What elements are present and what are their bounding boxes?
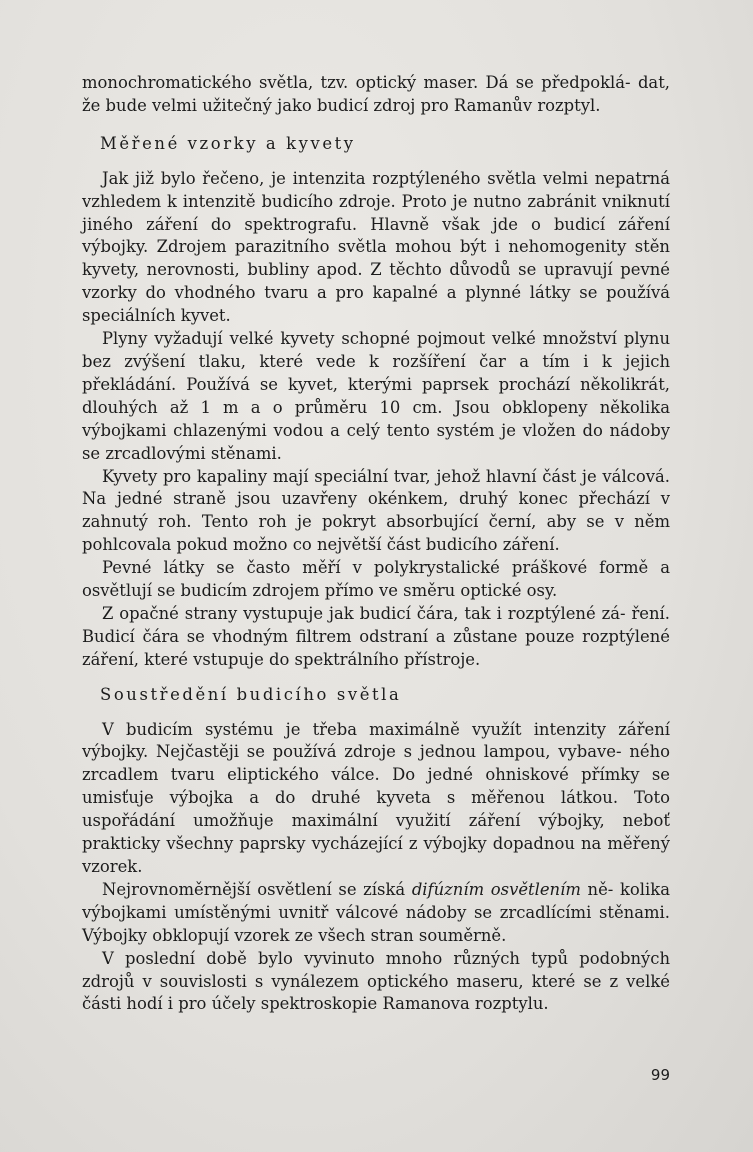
paragraph: V poslední době bylo vyvinuto mnoho různých typů podobných zdrojů v souvislosti s vynálezem optického maseru, které se z velké části hodí i pro účely spektroskopie Ramanova rozptylu. xyxy=(82,948,670,1014)
paragraph: Plyny vyžadují velké kyvety schopné pojmout velké množství plynu bez zvýšení tlaku, které vede k rozšíření čar a tím i k jejich překládání. Používá se kyvet, kterými paprsek prochází několikrát, dlouhých až 1 m a o průměru 10 cm. Jsou obklopeny několika výbojkami chlazenými vodou a celý tento systém je vložen do nádoby se zrcadlovými stěnami. xyxy=(82,329,670,463)
paragraph: Kyvety pro kapaliny mají speciální tvar, jehož hlavní část je válcová. Na jedné straně jsou uzavřeny okénkem, druhý konec přechází v zahnutý roh. Tento roh je pokryt absorbující černí, aby se v něm pohlcovala pokud možno co největší část budicího záření. xyxy=(82,466,670,555)
paragraph: Z opačné strany vystupuje jak budicí čára, tak i rozptýlené zá- ření. Budicí čára se vhodným filtrem odstraní a zůstane pouze rozptýlené záření, které vstupuje do spektrálního přístroje. xyxy=(82,603,670,669)
paragraph: Pevné látky se často měří v polykrystalické práškové formě a osvětlují se budicím zdrojem přímo ve směru optické osy. xyxy=(82,558,670,601)
paragraph: Nejrovnoměrnější osvětlení se získá difúzním osvětlením ně- kolika výbojkami umístěnými uvnitř válcové nádoby se zrcadlícími stěnami. Výbojky obklopují vzorek ze všech stran souměrně. xyxy=(82,879,671,945)
section-heading: Soustředění budicího světla xyxy=(100,684,402,704)
paragraph: V budicím systému je třeba maximálně využít intenzity záření výbojky. Nejčastěji se používá zdroje s jednou lampou, vybave- ného zrcadlem tvaru eliptického válce. Do jedné ohniskové přímky se umisťuje výbojka a do druhé kyveta s měřenou látkou. Toto uspořádání umožňuje maximální využití záření výbojky, neboť prakticky všechny paprsky vycházející z výbojky dopadnou na měřený vzorek. xyxy=(82,719,670,876)
emphasis: difúzním osvětlením xyxy=(411,879,581,899)
paragraph: monochromatického světla, tzv. optický maser. Dá se předpoklá- dat, že bude velmi užitečný jako budicí zdroj pro Ramanův rozptyl. xyxy=(82,73,670,115)
page-text xyxy=(82,72,670,1016)
paragraph: Jak již bylo řečeno, je intenzita rozptýleného světla velmi nepatrná vzhledem k intenzitě budicího zdroje. Proto je nutno zabránit vniknutí jiného záření do spektrografu. Hlavně však jde o budicí záření výbojky. Zdrojem parazitního světla mohou být i nehomogenity stěn kyvety, nerovnosti, bubliny apod. Z těchto důvodů se upravují pevné vzorky do vhodného tvaru a pro kapalné a plynné látky se používá speciálních kyvet. xyxy=(82,168,670,326)
page-number: 99 xyxy=(650,1066,670,1084)
section-heading: Měřené vzorky a kyvety xyxy=(100,133,356,153)
